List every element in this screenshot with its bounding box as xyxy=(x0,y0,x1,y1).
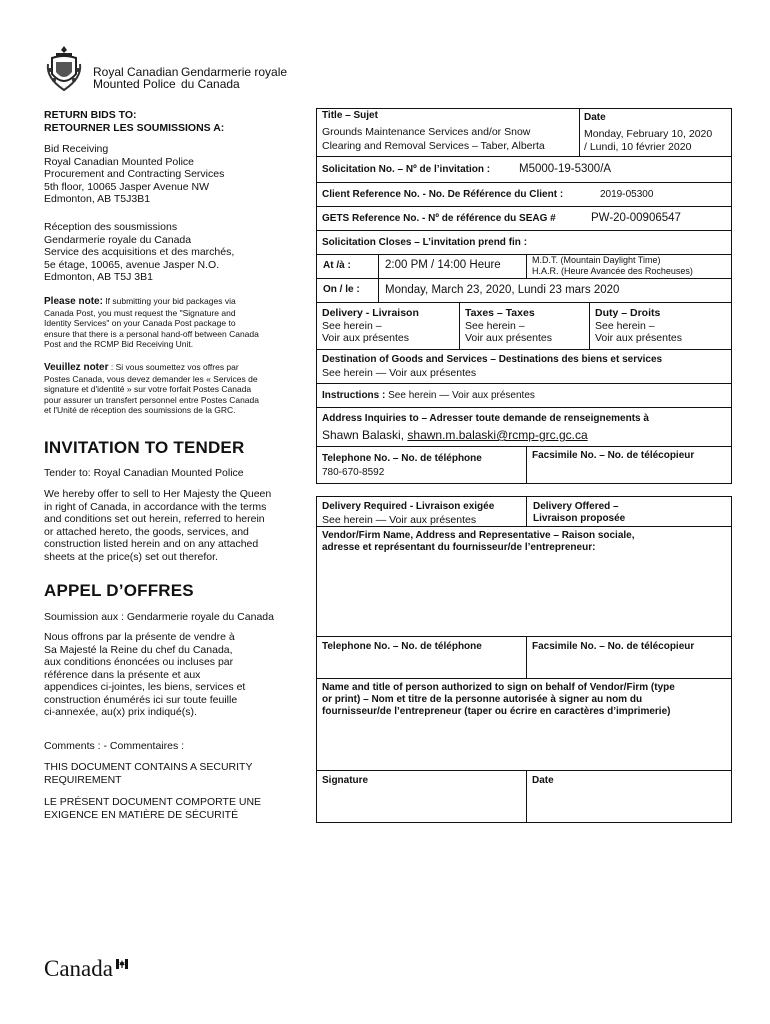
tel-label: Telephone No. – No. de téléphone xyxy=(322,453,482,464)
security-en: THIS DOCUMENT CONTAINS A SECURITY REQUIREMENT xyxy=(44,761,253,786)
return-bids-fr: RETOURNER LES SOUMISSIONS A: xyxy=(44,122,225,134)
vendor-fax-label: Facsimile No. – No. de télécopieur xyxy=(532,641,695,652)
title-value: Grounds Maintenance Services and/or Snow Clearing and Removal Services – Taber, Alberta xyxy=(322,126,545,152)
vendor-tel-label: Telephone No. – No. de téléphone xyxy=(322,641,482,652)
canada-wordmark: Canada xyxy=(44,956,113,981)
tender-to: Tender to: Royal Canadian Mounted Police xyxy=(44,467,244,479)
org-name-en-1: Royal Canadian xyxy=(93,65,179,79)
delivery-required-label: Delivery Required - Livraison exigée xyxy=(322,501,495,512)
org-name-fr-2: du Canada xyxy=(181,77,240,91)
client-ref-label: Client Reference No. - No. De Référence du Client : xyxy=(322,189,564,200)
tel-value: 780-670-8592 xyxy=(322,467,385,478)
note-fr: Veuillez noter : Si vous soumettez vos offres par Postes Canada, vous devez demander les « Services de signature et d'identité » sur votre forfait Postes Canada pour assurer un transfert personnel entre Postes Canada et l'Unité de réception des soumissions de la GRC. xyxy=(44,362,259,415)
soumission-aux: Soumission aux : Gendarmerie royale du Canada xyxy=(44,611,274,623)
inquiries-email-link[interactable]: shawn.m.balaski@rcmp-grc.gc.ca xyxy=(407,428,588,442)
date-label: Date xyxy=(584,112,606,123)
fax-label: Facsimile No. – No. de télécopieur xyxy=(532,450,695,461)
org-name-en-2: Mounted Police xyxy=(93,77,176,91)
gets-label: GETS Reference No. - Nº de référence du SEAG # xyxy=(322,213,556,224)
address-fr: Réception des sousmissions Gendarmerie royale du Canada Service des acquisitions et des marchés, 5e étage, 10065, avenue Jasper N.O. Edmonton, AB T5J 3B1 xyxy=(44,221,235,283)
address-en: Bid Receiving Royal Canadian Mounted Police Procurement and Contracting Services 5th floor, 10065 Jasper Avenue NW Edmonton, AB T5J3B1 xyxy=(44,143,225,205)
authorized-name-label: Name and title of person authorized to sign on behalf of Vendor/Firm (type or print) – Nom et titre de la personne autorisée à signer au nom du fournisseur/de l’entrepreneur (taper ou écrire en caractères d’imprimerie) xyxy=(322,682,675,717)
on-value: Monday, March 23, 2020, Lundi 23 mars 2020 xyxy=(385,284,620,296)
at-label: At /à : xyxy=(323,260,351,271)
delivery-required-value: See herein — Voir aux présentes xyxy=(322,514,477,526)
taxes-block: Taxes – Taxes See herein – Voir aux présentes xyxy=(465,307,552,344)
comments-label: Comments : - Commentaires : xyxy=(44,740,185,752)
solicitation-value: M5000-19-5300/A xyxy=(519,163,612,175)
tz-value: M.D.T. (Mountain Daylight Time) H.A.R. (Heure Avancée des Rocheuses) xyxy=(532,255,693,276)
inquiries-label: Address Inquiries to – Adresser toute demande de renseignements à xyxy=(322,413,649,424)
gets-value: PW-20-00906547 xyxy=(591,212,681,224)
solicitation-label: Solicitation No. – Nº de l’invitation : xyxy=(322,164,491,175)
return-bids-en: RETURN BIDS TO: xyxy=(44,109,137,121)
on-label: On / le : xyxy=(323,284,360,295)
at-value: 2:00 PM / 14:00 Heure xyxy=(385,259,501,271)
org-name-fr-1: Gendarmerie royale xyxy=(181,65,288,79)
offer-fr: Nous offrons par la présente de vendre à Sa Majesté la Reine du chef du Canada, aux conditions énoncées ou incluses par référence dans la présente et aux appendices ci-jointes, les biens, services et construction énumérés ici sur toute feuille ci-annexée, au(x) prix indiqué(s). xyxy=(44,631,246,718)
client-ref-value: 2019-05300 xyxy=(600,189,654,200)
signature-date-cell[interactable] xyxy=(526,770,732,823)
canada-flag-icon xyxy=(116,956,128,966)
appel-title: APPEL D’OFFRES xyxy=(44,581,194,600)
destination-label: Destination of Goods and Services – Destinations des biens et services xyxy=(322,354,663,365)
date-value: Monday, February 10, 2020 / Lundi, 10 février 2020 xyxy=(584,128,713,153)
invitation-title: INVITATION TO TENDER xyxy=(44,438,245,457)
inquiries-contact: Shawn Balaski, shawn.m.balaski@rcmp-grc.gc.ca xyxy=(322,428,588,442)
rcmp-crest-icon xyxy=(44,44,84,92)
closes-label: Solicitation Closes – L’invitation prend fin : xyxy=(322,237,528,248)
title-label: Title – Sujet xyxy=(322,110,378,121)
security-fr: LE PRÉSENT DOCUMENT COMPORTE UNE EXIGENCE EN MATIÈRE DE SÉCURITÉ xyxy=(44,796,262,821)
delivery-offered-label: Delivery Offered – Livraison proposée xyxy=(533,501,626,524)
instructions-row: Instructions : See herein — Voir aux présentes xyxy=(322,390,535,401)
note-en: Please note: If submitting your bid packages via Canada Post, you must request the "Signature and Identity Services" on your Canada Post package to ensure that there is a personal hand-off between Canada Post and the RCMP Bid Receiving Unit. xyxy=(44,296,259,349)
delivery-block: Delivery - Livraison See herein – Voir aux présentes xyxy=(322,307,419,344)
offer-en: We hereby offer to sell to Her Majesty the Queen in right of Canada, in accordance with the terms and conditions set out herein, referred to herein or attached hereto, the goods, services, and construction listed herein and on any attached sheets at the price(s) set out therefor. xyxy=(44,488,272,563)
vendor-label: Vendor/Firm Name, Address and Representative – Raison sociale, adresse et représentant du fournisseur/de l’entrepreneur: xyxy=(322,530,635,553)
duty-block: Duty – Droits See herein – Voir aux présentes xyxy=(595,307,682,344)
destination-value: See herein — Voir aux présentes xyxy=(322,367,477,379)
signature-date-label: Date xyxy=(532,775,554,786)
signature-label: Signature xyxy=(322,775,369,786)
